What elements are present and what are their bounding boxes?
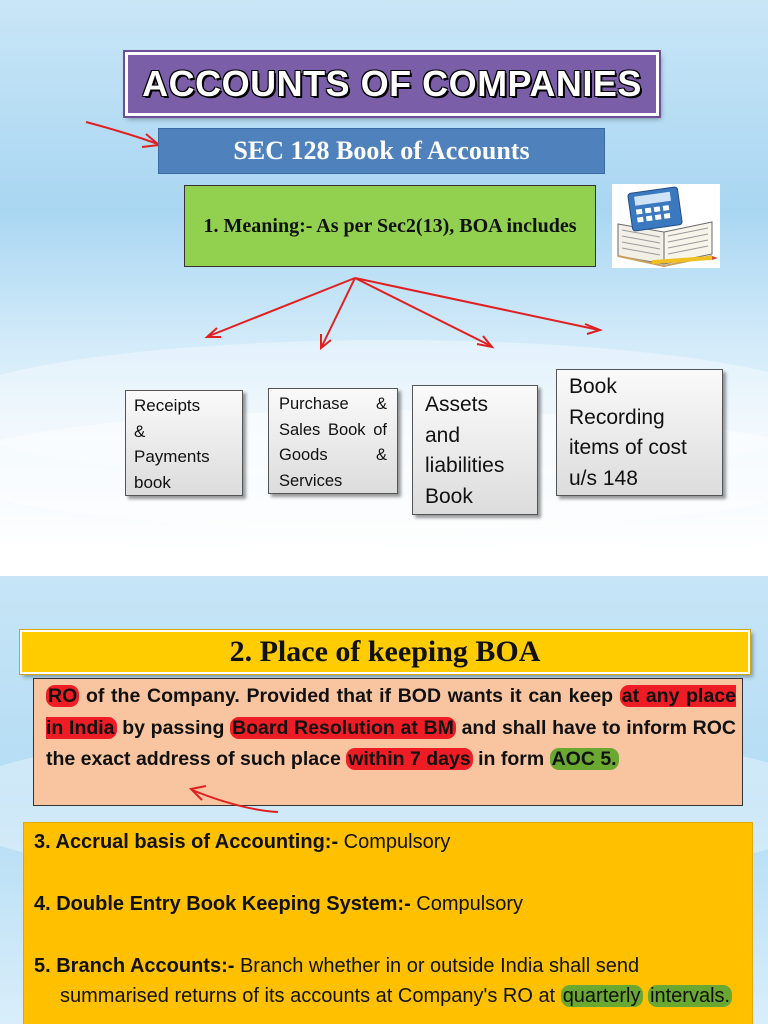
book-label: Assets and liabilities Book (425, 393, 505, 508)
list-item (34, 827, 746, 857)
slide-title-box (125, 52, 659, 116)
paragraph-text: and shall have to inform ROC the exact address of such place (46, 716, 736, 770)
list-item (34, 889, 746, 919)
place-heading: 2. Place of keeping BOA (229, 635, 541, 668)
item-text: Compulsory (338, 831, 451, 853)
paragraph-text: by passing (116, 716, 231, 739)
paragraph-text: of the Company. Provided that if BOD wants it can keep (79, 685, 620, 707)
book-label: Receipts & Payments book (134, 396, 210, 492)
meaning-text: 1. Meaning:- As per Sec2(13), BOA includes (203, 215, 577, 237)
highlight-intervals: intervals. (650, 985, 731, 1007)
receipts-payments-book-box (125, 390, 243, 496)
place-heading-box (20, 630, 750, 674)
accounting-book-calculator-icon (612, 184, 720, 268)
slide-place-of-keeping-boa (0, 576, 768, 1024)
paragraph-text: in form (472, 748, 550, 770)
meaning-box (184, 185, 596, 267)
item-heading: 4. Double Entry Book Keeping System:- (34, 893, 411, 915)
red-arrow-icon (84, 118, 164, 152)
item-text: Compulsory (410, 893, 523, 915)
section-heading: SEC 128 Book of Accounts (233, 136, 530, 165)
item-text: Branch whether in or outside India shall send (234, 955, 640, 977)
highlight-ro: RO (48, 685, 78, 707)
assets-liabilities-book-box (412, 385, 538, 515)
item-text: summarised returns of its accounts at Company's RO at (60, 985, 561, 1007)
red-arrow-icon (182, 776, 282, 820)
highlight-any-place: at any place in India (46, 685, 736, 739)
highlight-aoc-5: AOC 5. (551, 748, 617, 770)
slide-title: ACCOUNTS OF COMPANIES (142, 63, 642, 104)
branch-arrows (195, 270, 615, 360)
highlight-within-7-days: within 7 days (348, 748, 471, 770)
item-heading: 3. Accrual basis of Accounting:- (34, 831, 339, 853)
list-item (34, 951, 746, 1011)
purchase-sales-book-box (268, 388, 398, 494)
cost-records-book-box (556, 369, 723, 496)
item-heading: 5. Branch Accounts:- (34, 955, 235, 977)
book-label: Purchase & Sales Book of Goods & Services (279, 395, 387, 490)
section-heading-box (158, 128, 605, 174)
highlight-quarterly: quarterly (562, 985, 641, 1007)
accounting-requirements-box (23, 822, 753, 1024)
registered-office-paragraph (33, 678, 743, 806)
book-label: Book Recording items of cost u/s 148 (569, 375, 687, 490)
highlight-board-resolution: Board Resolution at BM (232, 716, 454, 739)
